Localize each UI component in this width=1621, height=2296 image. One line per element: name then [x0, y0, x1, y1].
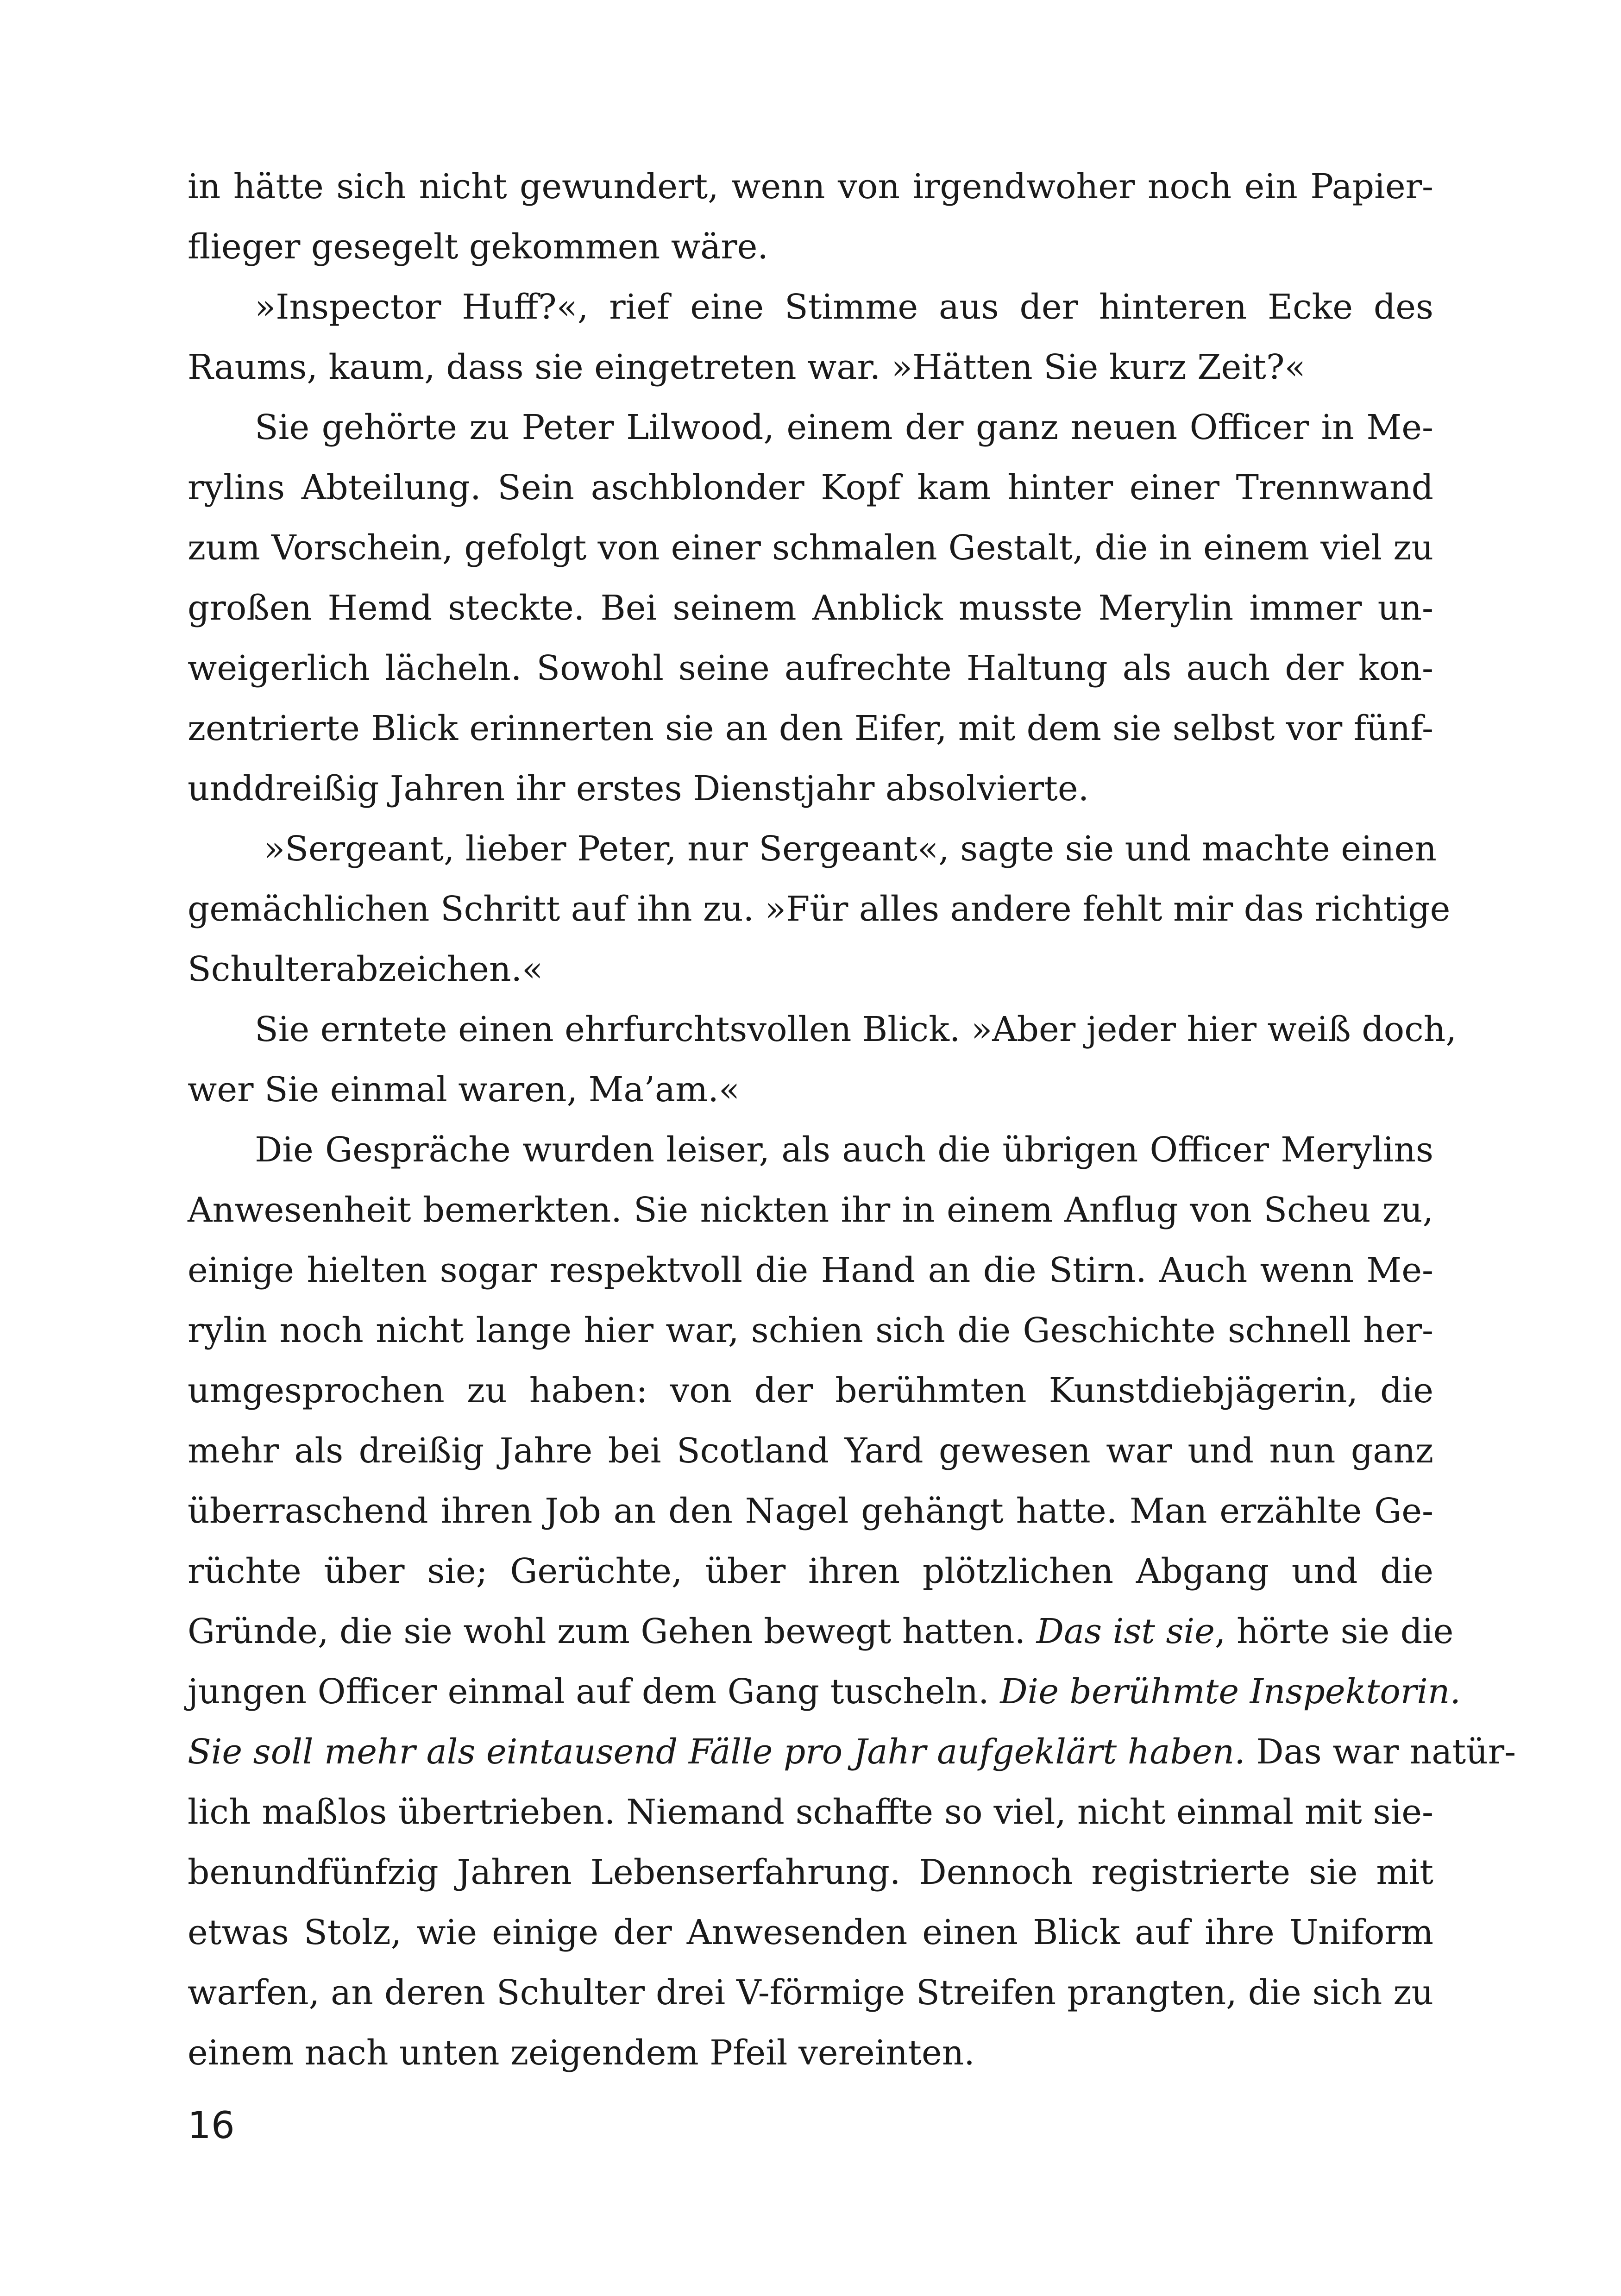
text-line: großen Hemd steckte. Bei seinem Anblick musste Merylin immer un- [188, 588, 1433, 628]
text-line: zum Vorschein, gefolgt von einer schmalen Gestalt, die in einem viel zu [188, 528, 1433, 568]
body-text [188, 157, 1516, 2083]
text-line: in hätte sich nicht gewundert, wenn von irgendwoher noch ein Papier- [188, 167, 1433, 207]
text-line: weigerlich lächeln. Sowohl seine aufrechte Haltung als auch der kon- [188, 648, 1433, 688]
text-line: zentrierte Blick erinnerten sie an den Eifer, mit dem sie selbst vor fünf- [188, 709, 1433, 748]
italic-text: Sie soll mehr als eintausend Fälle pro Jahr aufgeklärt haben. [188, 1732, 1245, 1772]
text-line: benundfünfzig Jahren Lebenserfahrung. Dennoch registrierte sie mit [188, 1852, 1433, 1892]
text-line: Raums, kaum, dass sie eingetreten war. »Hätten Sie kurz Zeit?« [188, 347, 1306, 387]
italic-text: Das ist sie [1036, 1612, 1215, 1651]
text-line: flieger gesegelt gekommen wäre. [188, 227, 768, 267]
text-line: rylin noch nicht lange hier war, schien sich die Geschichte schnell her- [188, 1311, 1433, 1350]
text-line: mehr als dreißig Jahre bei Scotland Yard gewesen war und nun ganz [188, 1431, 1433, 1471]
text-line: wer Sie einmal waren, Ma’am.« [188, 1070, 740, 1110]
text-line: »Sergeant, lieber Peter, nur Sergeant«, sagte sie und machte einen [264, 829, 1437, 869]
text-segment: , hörte sie die [1214, 1612, 1454, 1651]
text-line: rüchte über sie; Gerüchte, über ihren plötzlichen Abgang und die [188, 1551, 1433, 1591]
text-segment: jungen Officer einmal auf dem Gang tuscheln. [188, 1672, 1000, 1712]
text-line: Die Gespräche wurden leiser, als auch die übrigen Officer Merylins [255, 1130, 1433, 1170]
italic-text: Die berühmte Inspektorin. [1000, 1672, 1461, 1712]
text-line [188, 1662, 1461, 1722]
text-line: Sie erntete einen ehrfurchtsvollen Blick. »Aber jeder hier weiß doch, [255, 1010, 1457, 1049]
text-line [188, 1601, 1454, 1662]
text-line: rylins Abteilung. Sein aschblonder Kopf kam hinter einer Trennwand [188, 468, 1433, 508]
text-segment: Das war natür- [1245, 1732, 1516, 1772]
text-line [188, 1722, 1516, 1782]
text-line: lich maßlos übertrieben. Niemand schaffte so viel, nicht einmal mit sie- [188, 1792, 1433, 1832]
text-line: »Inspector Huff?«, rief eine Stimme aus der hinteren Ecke des [255, 287, 1433, 327]
text-line: unddreißig Jahren ihr erstes Dienstjahr absolvierte. [188, 769, 1089, 809]
text-line: umgesprochen zu haben: von der berühmten Kunstdiebjägerin, die [188, 1371, 1433, 1411]
text-line: warfen, an deren Schulter drei V-förmige Streifen prangten, die sich zu [188, 1973, 1433, 2013]
text-segment: Gründe, die sie wohl zum Gehen bewegt hatten. [188, 1612, 1037, 1651]
text-line: Schulterabzeichen.« [188, 949, 543, 989]
page-number: 16 [188, 2104, 235, 2147]
text-line: gemächlichen Schritt auf ihn zu. »Für alles andere fehlt mir das richtige [188, 889, 1451, 929]
text-line: überraschend ihren Job an den Nagel gehängt hatte. Man erzählte Ge- [188, 1491, 1433, 1531]
text-line: Sie gehörte zu Peter Lilwood, einem der ganz neuen Officer in Me- [255, 408, 1433, 447]
text-line: einem nach unten zeigendem Pfeil vereinten. [188, 2033, 975, 2073]
text-line: Anwesenheit bemerkten. Sie nickten ihr in einem Anflug von Scheu zu, [188, 1190, 1433, 1230]
text-line: einige hielten sogar respektvoll die Hand an die Stirn. Auch wenn Me- [188, 1250, 1433, 1290]
text-line: etwas Stolz, wie einige der Anwesenden einen Blick auf ihre Uniform [188, 1913, 1433, 1952]
